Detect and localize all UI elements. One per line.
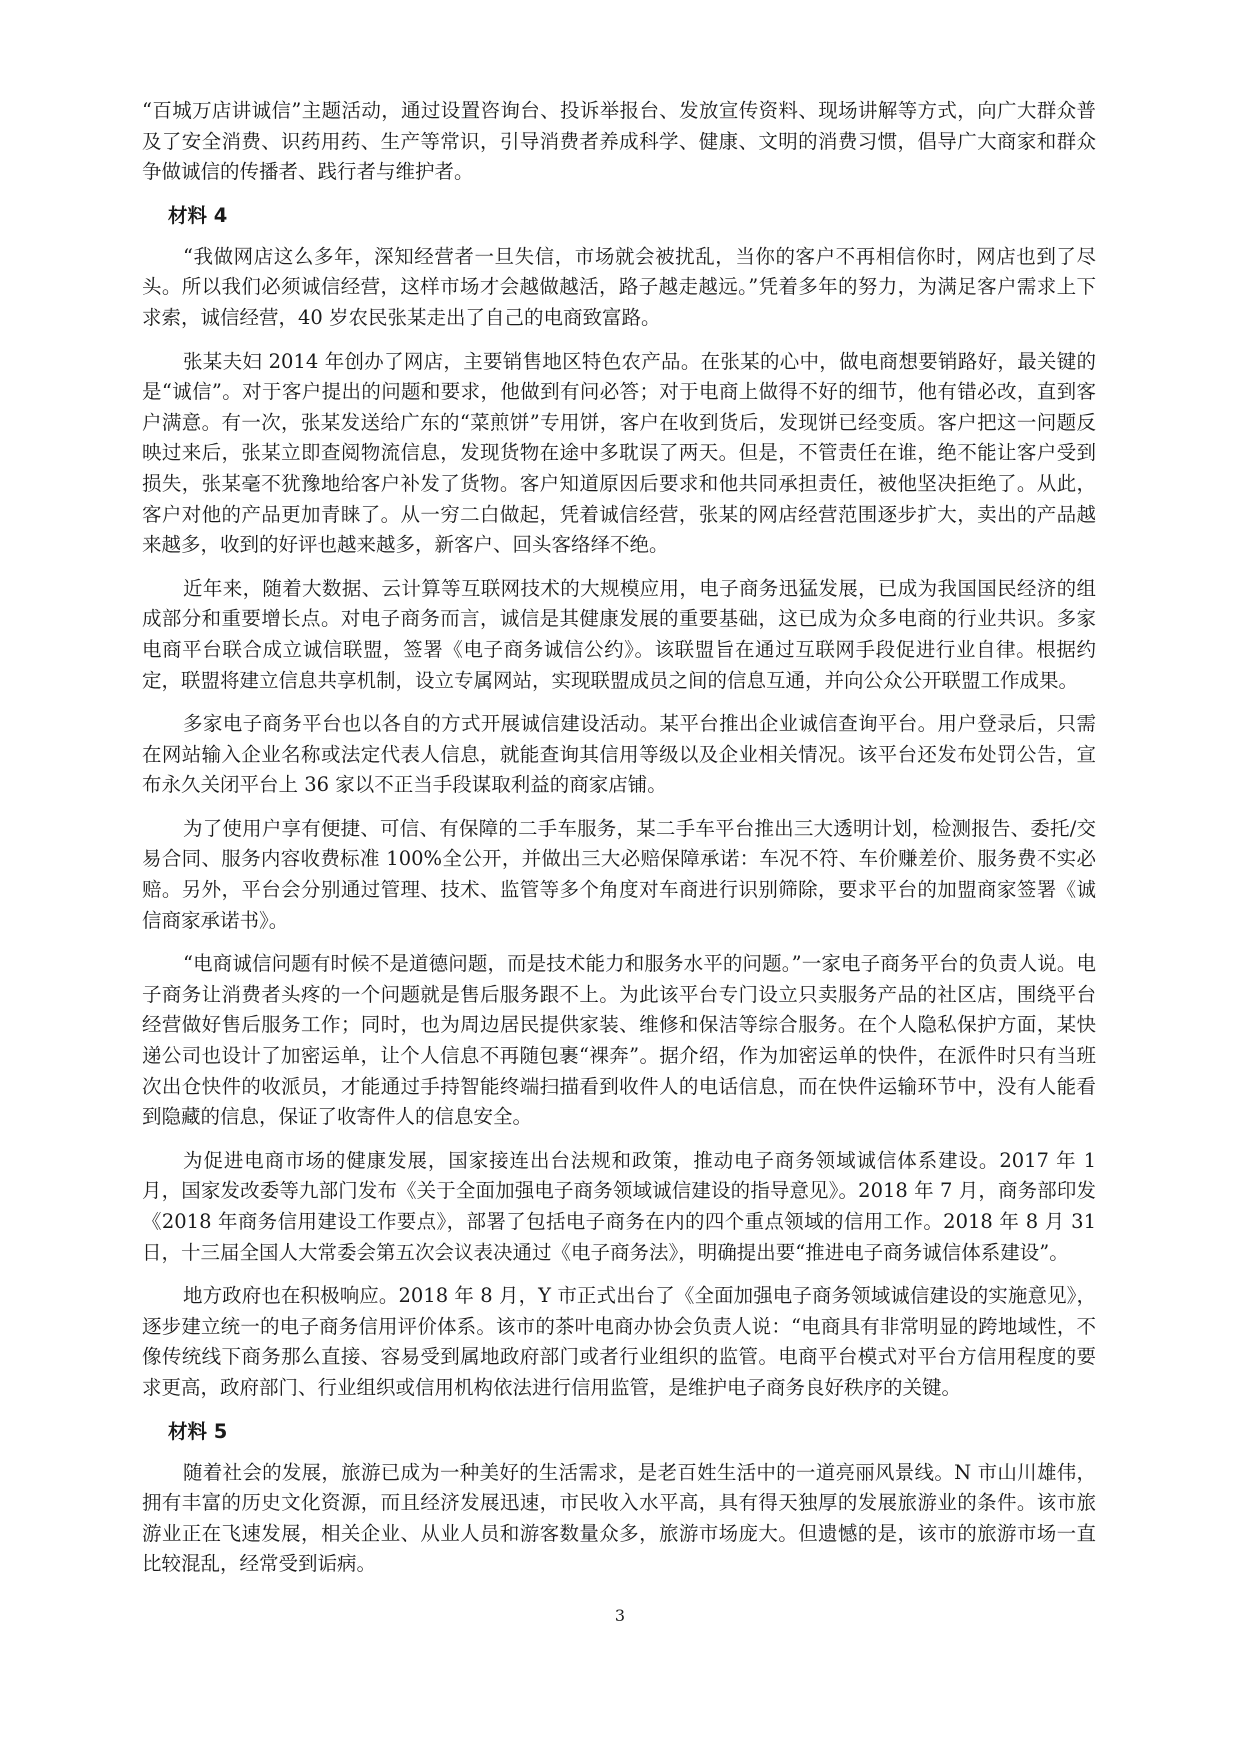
page-number: 3 bbox=[614, 1606, 626, 1625]
material-4-paragraph-5: 为了使用户享有便捷、可信、有保障的二手车服务，某二手车平台推出三大透明计划，检测报告、委托/交易合同、服务内容收费标准 100%全公开，并做出三大必赔保障承诺：车况不符、车价赚差价、服务费不实必赔。另外，平台会分别通过管理、技术、监管等多个角度对车商进行识别筛除，要求平台的加盟商家签署《诚信商家承诺书》。 bbox=[142, 816, 1096, 932]
material-4-heading: 材料 4 bbox=[168, 203, 228, 227]
material-4-paragraph-1: “我做网店这么多年，深知经营者一旦失信，市场就会被扰乱，当你的客户不再相信你时，网店也到了尽头。所以我们必须诚信经营，这样市场才会越做越活，路子越走越远。”凭着多年的努力，为满足客户需求上下求索，诚信经营，40 岁农民张某走出了自己的电商致富路。 bbox=[142, 244, 1096, 329]
material-4-paragraph-2: 张某夫妇 2014 年创办了网店，主要销售地区特色农产品。在张某的心中，做电商想要销路好，最关键的是“诚信”。对于客户提出的问题和要求，他做到有问必答；对于电商上做得不好的细节，他有错必改，直到客户满意。有一次，张某发送给广东的“菜煎饼”专用饼，客户在收到货后，发现饼已经变质。客户把这一问题反映过来后，张某立即查阅物流信息，发现货物在途中多耽误了两天。但是，不管责任在谁，绝不能让客户受到损失，张某毫不犹豫地给客户补发了货物。客户知道原因后要求和他共同承担责任，被他坚决拒绝了。从此，客户对他的产品更加青睐了。从一穷二白做起，凭着诚信经营，张某的网店经营范围逐步扩大，卖出的产品越来越多，收到的好评也越来越多，新客户、回头客络绎不绝。 bbox=[142, 349, 1096, 557]
material-4-paragraph-6: “电商诚信问题有时候不是道德问题，而是技术能力和服务水平的问题。”一家电子商务平台的负责人说。电子商务让消费者头疼的一个问题就是售后服务跟不上。为此该平台专门设立只卖服务产品的社区店，围绕平台经营做好售后服务工作；同时，也为周边居民提供家装、维修和保洁等综合服务。在个人隐私保护方面，某快递公司也设计了加密运单，让个人信息不再随包裹“裸奔”。据介绍，作为加密运单的快件，在派件时只有当班次出仓快件的收派员，才能通过手持智能终端扫描看到收件人的电话信息，而在快件运输环节中，没有人能看到隐藏的信息，保证了收寄件人的信息安全。 bbox=[142, 952, 1096, 1129]
material-4-paragraph-8: 地方政府也在积极响应。2018 年 8 月，Y 市正式出台了《全面加强电子商务领域诚信建设的实施意见》，逐步建立统一的电子商务信用评价体系。该市的茶叶电商办协会负责人说：“电商具有非常明显的跨地域性，不像传统线下商务那么直接、容易受到属地政府部门或者行业组织的监管。电商平台模式对平台方信用程度的要求更高，政府部门、行业组织或信用机构依法进行信用监管，是维护电子商务良好秩序的关键。 bbox=[142, 1284, 1096, 1399]
continued-paragraph: “百城万店讲诚信”主题活动，通过设置咨询台、投诉举报台、发放宣传资料、现场讲解等方式，向广大群众普及了安全消费、识药用药、生产等常识，引导消费者养成科学、健康、文明的消费习惯，倡导广大商家和群众争做诚信的传播者、践行者与维护者。 bbox=[142, 99, 1096, 184]
material-4-paragraph-7: 为促进电商市场的健康发展，国家接连出台法规和政策，推动电子商务领域诚信体系建设。2017 年 1 月，国家发改委等九部门发布《关于全面加强电子商务领域诚信建设的指导意见》。2018 年 7 月，商务部印发《2018 年商务信用建设工作要点》，部署了包括电子商务在内的四个重点领域的信用工作。2018 年 8 月 31 日，十三届全国人大常委会第五次会议表决通过《电子商务法》，明确提出要“推进电子商务诚信体系建设”。 bbox=[142, 1148, 1096, 1264]
material-5-heading: 材料 5 bbox=[168, 1419, 228, 1443]
material-4-paragraph-4: 多家电子商务平台也以各自的方式开展诚信建设活动。某平台推出企业诚信查询平台。用户登录后，只需在网站输入企业名称或法定代表人信息，就能查询其信用等级以及企业相关情况。该平台还发布处罚公告，宣布永久关闭平台上 36 家以不正当手段谋取利益的商家店铺。 bbox=[142, 712, 1096, 797]
material-5-paragraph-1: 随着社会的发展，旅游已成为一种美好的生活需求，是老百姓生活中的一道亮丽风景线。N 市山川雄伟，拥有丰富的历史文化资源，而且经济发展迅速，市民收入水平高，具有得天独厚的发展旅游业的条件。该市旅游业正在飞速发展，相关企业、从业人员和游客数量众多，旅游市场庞大。但遗憾的是，该市的旅游市场一直比较混乱，经常受到诟病。 bbox=[142, 1460, 1096, 1576]
material-4-paragraph-3: 近年来，随着大数据、云计算等互联网技术的大规模应用，电子商务迅猛发展，已成为我国国民经济的组成部分和重要增长点。对电子商务而言，诚信是其健康发展的重要基础，这已成为众多电商的行业共识。多家电商平台联合成立诚信联盟，签署《电子商务诚信公约》。该联盟旨在通过互联网手段促进行业自律。根据约定，联盟将建立信息共享机制，设立专属网站，实现联盟成员之间的信息互通，并向公众公开联盟工作成果。 bbox=[142, 576, 1096, 692]
document-page bbox=[142, 96, 1096, 1593]
